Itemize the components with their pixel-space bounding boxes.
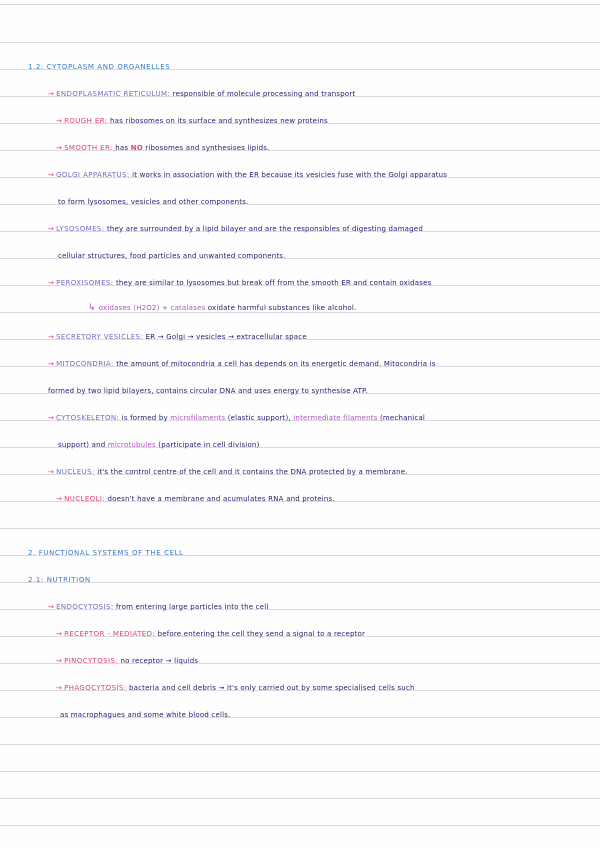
term-phagocytosis: PHAGOCYTOSIS:: [64, 684, 127, 692]
text-cyto-1: (elastic support),: [227, 414, 291, 422]
text-phagocytosis-1: bacteria and cell debris → it's only carried out by some specialised cells such: [128, 684, 415, 692]
term-oxidases: oxidases (H2O2) + catalases: [98, 304, 206, 312]
arrow-right-icon: →: [48, 360, 55, 368]
arrow-right-icon: →: [56, 657, 63, 665]
text-oxidases: oxidate harmful substances like alcohol.: [207, 304, 357, 312]
text-cyto-3: support) and: [58, 441, 106, 449]
note-line-golgi: [48, 171, 447, 180]
term-nucleoli: NUCLEOLI:: [64, 495, 106, 503]
arrow-right-icon: →: [48, 90, 55, 98]
note-line-rough-er: [56, 117, 328, 126]
text-mitocondria-2: formed by two lipid bilayers, contains circular DNA and uses energy to synthesise ATP.: [48, 387, 368, 395]
note-line-nucleoli: [56, 495, 335, 504]
text-smooth-pre: has: [115, 144, 129, 152]
arrow-right-icon: →: [48, 603, 55, 611]
arrow-right-icon: →: [56, 495, 63, 503]
note-line-receptor: [56, 630, 365, 639]
note-line-peroxisomes-sub: [88, 304, 356, 313]
text-smooth-post: ribosomes and synthesises lipids.: [145, 144, 270, 152]
note-line-nucleus: [48, 468, 408, 477]
arrow-right-icon: →: [48, 171, 55, 179]
arrow-right-icon: →: [56, 684, 63, 692]
arrow-right-icon: →: [56, 117, 63, 125]
section-heading-2: 2. FUNCTIONAL SYSTEMS OF THE CELL: [28, 549, 184, 557]
note-line-pinocytosis: [56, 657, 198, 666]
term-nucleus: NUCLEUS:: [56, 468, 95, 476]
note-line-smooth-er: [56, 144, 270, 153]
note-line-cytoskeleton-2: [58, 441, 260, 450]
section-heading-1-2: 1.2: CYTOPLASM AND ORGANELLES: [28, 63, 171, 71]
text-cyto-4: (participate in cell division): [158, 441, 260, 449]
corner-arrow-icon: ↳: [88, 303, 96, 313]
term-peroxisomes: PEROXISOMES:: [56, 279, 114, 287]
note-line-endocytosis: [48, 603, 268, 612]
arrow-right-icon: →: [48, 333, 55, 341]
text-er: responsible of molecule processing and transport: [172, 90, 356, 98]
note-line-phagocytosis: [56, 684, 415, 693]
term-cytoskeleton: CYTOSKELETON:: [56, 414, 120, 422]
text-golgi-1: it works in association with the ER because its vesicles fuse with the Golgi apparatus: [132, 171, 448, 179]
text-cyto-2: (mechanical: [379, 414, 426, 422]
text-lysosomes-1: they are surrounded by a lipid bilayer and are the responsibles of digesting damaged: [106, 225, 423, 233]
term-receptor: RECEPTOR - MEDIATED:: [64, 630, 156, 638]
note-line-mitocondria: [48, 360, 436, 369]
arrow-right-icon: →: [56, 144, 63, 152]
text-cyto-pre: is formed by: [121, 414, 168, 422]
text-nucleoli: doesn't have a membrane and acumulates RNA and proteins.: [107, 495, 335, 503]
text-peroxisomes: they are similar to lysosomes but break off from the smooth ER and contain oxidases: [115, 279, 432, 287]
text-receptor: before entering the cell they send a signal to a receptor: [157, 630, 366, 638]
arrow-right-icon: →: [56, 630, 63, 638]
text-lysosomes-2: cellular structures, food particles and unwanted components.: [58, 252, 286, 260]
term-microfilaments: microfilaments: [170, 414, 226, 422]
text-phagocytosis-2: as macrophagues and some white blood cells.: [60, 711, 231, 719]
text-secretory: ER → Golgi → vesicles → extracellular space: [145, 333, 307, 341]
term-smooth-er: SMOOTH ER:: [64, 144, 113, 152]
text-pinocytosis: no receptor → liquids: [120, 657, 199, 665]
term-mitocondria: MITOCONDRIA:: [56, 360, 114, 368]
term-pinocytosis: PINOCYTOSIS:: [64, 657, 119, 665]
term-endocytosis: ENDOCYTOSIS:: [56, 603, 114, 611]
term-intermediate-filaments: intermediate filaments: [293, 414, 378, 422]
term-rough-er: ROUGH ER:: [64, 117, 108, 125]
note-line-er: [48, 90, 355, 99]
text-endocytosis: from entering large particles into the cell: [116, 603, 269, 611]
text-mitocondria-1: the amount of mitocondria a cell has depends on its energetic demand. Mitocondria is: [116, 360, 436, 368]
term-lysosomes: LYSOSOMES:: [56, 225, 105, 233]
term-secretory: SECRETORY VESICLES:: [56, 333, 144, 341]
text-rough-er: has ribosomes on its surface and synthesizes new proteins: [109, 117, 328, 125]
arrow-right-icon: →: [48, 414, 55, 422]
section-heading-2-1: 2.1: NUTRITION: [28, 576, 91, 584]
term-microtubules: microtubules: [107, 441, 156, 449]
note-line-cytoskeleton: [48, 414, 425, 423]
text-nucleus: it's the control centre of the cell and it contains the DNA protected by a membrane.: [97, 468, 408, 476]
arrow-right-icon: →: [48, 468, 55, 476]
term-golgi: GOLGI APPARATUS:: [56, 171, 130, 179]
note-line-lysosomes: [48, 225, 423, 234]
arrow-right-icon: →: [48, 279, 55, 287]
term-er: ENDOPLASMATIC RETICULUM:: [56, 90, 171, 98]
text-smooth-no: NO: [130, 144, 143, 152]
arrow-right-icon: →: [48, 225, 55, 233]
text-golgi-2: to form lysosomes, vesicles and other components.: [58, 198, 249, 206]
note-line-peroxisomes: [48, 279, 431, 288]
note-line-secretory: [48, 333, 307, 342]
